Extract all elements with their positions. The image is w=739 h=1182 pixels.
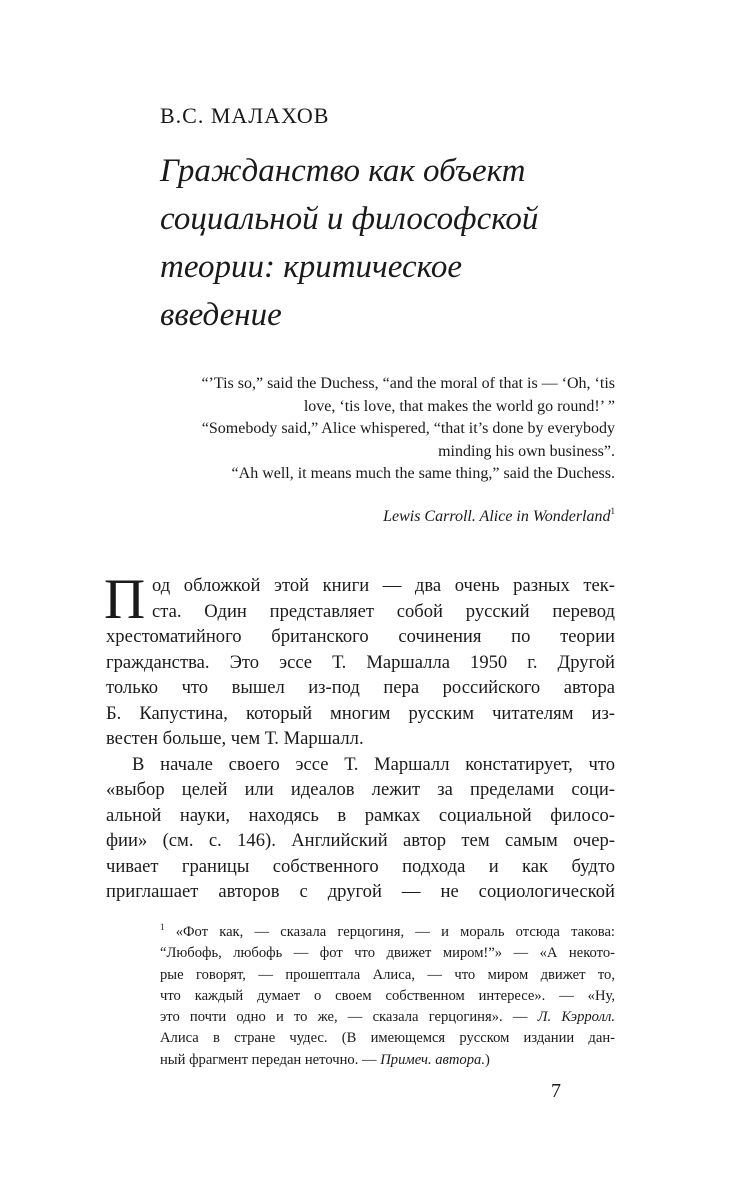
body-line: чивает границы собственного подхода и как будто xyxy=(106,855,615,877)
footnote-text: ный фрагмент передан неточно. — xyxy=(160,1051,381,1068)
epigraph-line: “Ah well, it means much the same thing,” said the Duchess. xyxy=(231,465,615,482)
paragraph-2 xyxy=(106,752,615,905)
footnote-line xyxy=(160,1007,615,1028)
body-line: Б. Капустина, который многим русским читателям из- xyxy=(106,702,615,724)
paragraph-1 xyxy=(104,568,615,752)
epigraph-attribution xyxy=(383,500,615,528)
author-name: В.С. МАЛАХОВ xyxy=(160,103,330,128)
footnote xyxy=(160,917,615,1071)
title-line: Гражданство как объект xyxy=(160,153,526,189)
body-line: альной науки, находясь в рамках социальной филосо- xyxy=(106,804,615,826)
footnote-author-note: Примеч. автора. xyxy=(380,1051,485,1068)
body-line: только что вышел из-под пера российского автора xyxy=(106,677,615,698)
body-line: ста. Один представляет собой русский перевод xyxy=(152,600,615,622)
epigraph-line: “’Tis so,” said the Duchess, “and the moral of that is — ‘Oh, ‘tis xyxy=(201,375,615,392)
body-line: В начале своего эссе Т. Маршалл констатирует, что xyxy=(132,753,615,775)
footnote-line: что каждый думает о своем собственном интересе». — «Ну, xyxy=(160,987,615,1004)
body-line: фии» (см. с. 146). Английский автор тем самым очер- xyxy=(106,830,615,851)
title-line: социальной и философской xyxy=(160,201,539,237)
epigraph-line: “Somebody said,” Alice whispered, “that it’s done by everybody xyxy=(201,420,615,437)
epigraph xyxy=(135,373,615,486)
footnote-line: рые говорят, — прошептала Алиса, — что миром движет то, xyxy=(160,966,615,983)
title-line: введение xyxy=(160,297,282,333)
footnote-line xyxy=(160,1050,615,1071)
body-line: вестен больше, чем Т. Маршалл. xyxy=(106,728,364,749)
footnote-text: это почти одно и то же, — сказала герцогиня». — xyxy=(160,1009,538,1026)
body-line: од обложкой этой книги — два очень разных тек- xyxy=(152,575,615,596)
body-text xyxy=(104,568,615,905)
footnote-mark: 1 xyxy=(160,922,165,932)
footnote-text: ) xyxy=(484,1051,490,1068)
footnote-line: Алиса в стране чудес. (В имеющемся русском издании дан- xyxy=(160,1030,615,1047)
epigraph-line: love, ‘tis love, that makes the world go round!’ ” xyxy=(303,397,615,415)
footnote-citation: Л. Кэрролл. xyxy=(537,1009,615,1026)
title-line: теории: критическое xyxy=(160,249,462,285)
drop-cap: П xyxy=(104,568,146,631)
footnote-text: «Фот как, — сказала герцогиня, — и мораль отсюда такова: xyxy=(175,924,615,940)
body-line: «выбор целей или идеалов лежит за пределами соци- xyxy=(106,779,615,800)
attribution-text: Lewis Carroll. Alice in Wonderland xyxy=(383,508,611,525)
body-line: приглашает авторов с другой — не социологической xyxy=(106,881,615,902)
page-number: 7 xyxy=(551,1080,561,1102)
body-line: гражданства. Это эссе Т. Маршалла 1950 г. Другой xyxy=(106,651,615,673)
epigraph-line: minding his own business”. xyxy=(438,442,615,460)
footnote-reference[interactable]: 1 xyxy=(610,506,615,516)
footnote-line xyxy=(160,917,615,943)
chapter-title xyxy=(160,147,620,339)
footnote-line: “Любофь, любофь — фот что движет миром!”» — «А некото- xyxy=(160,945,615,962)
body-line: хрестоматийного британского сочинения по теории xyxy=(106,626,615,647)
